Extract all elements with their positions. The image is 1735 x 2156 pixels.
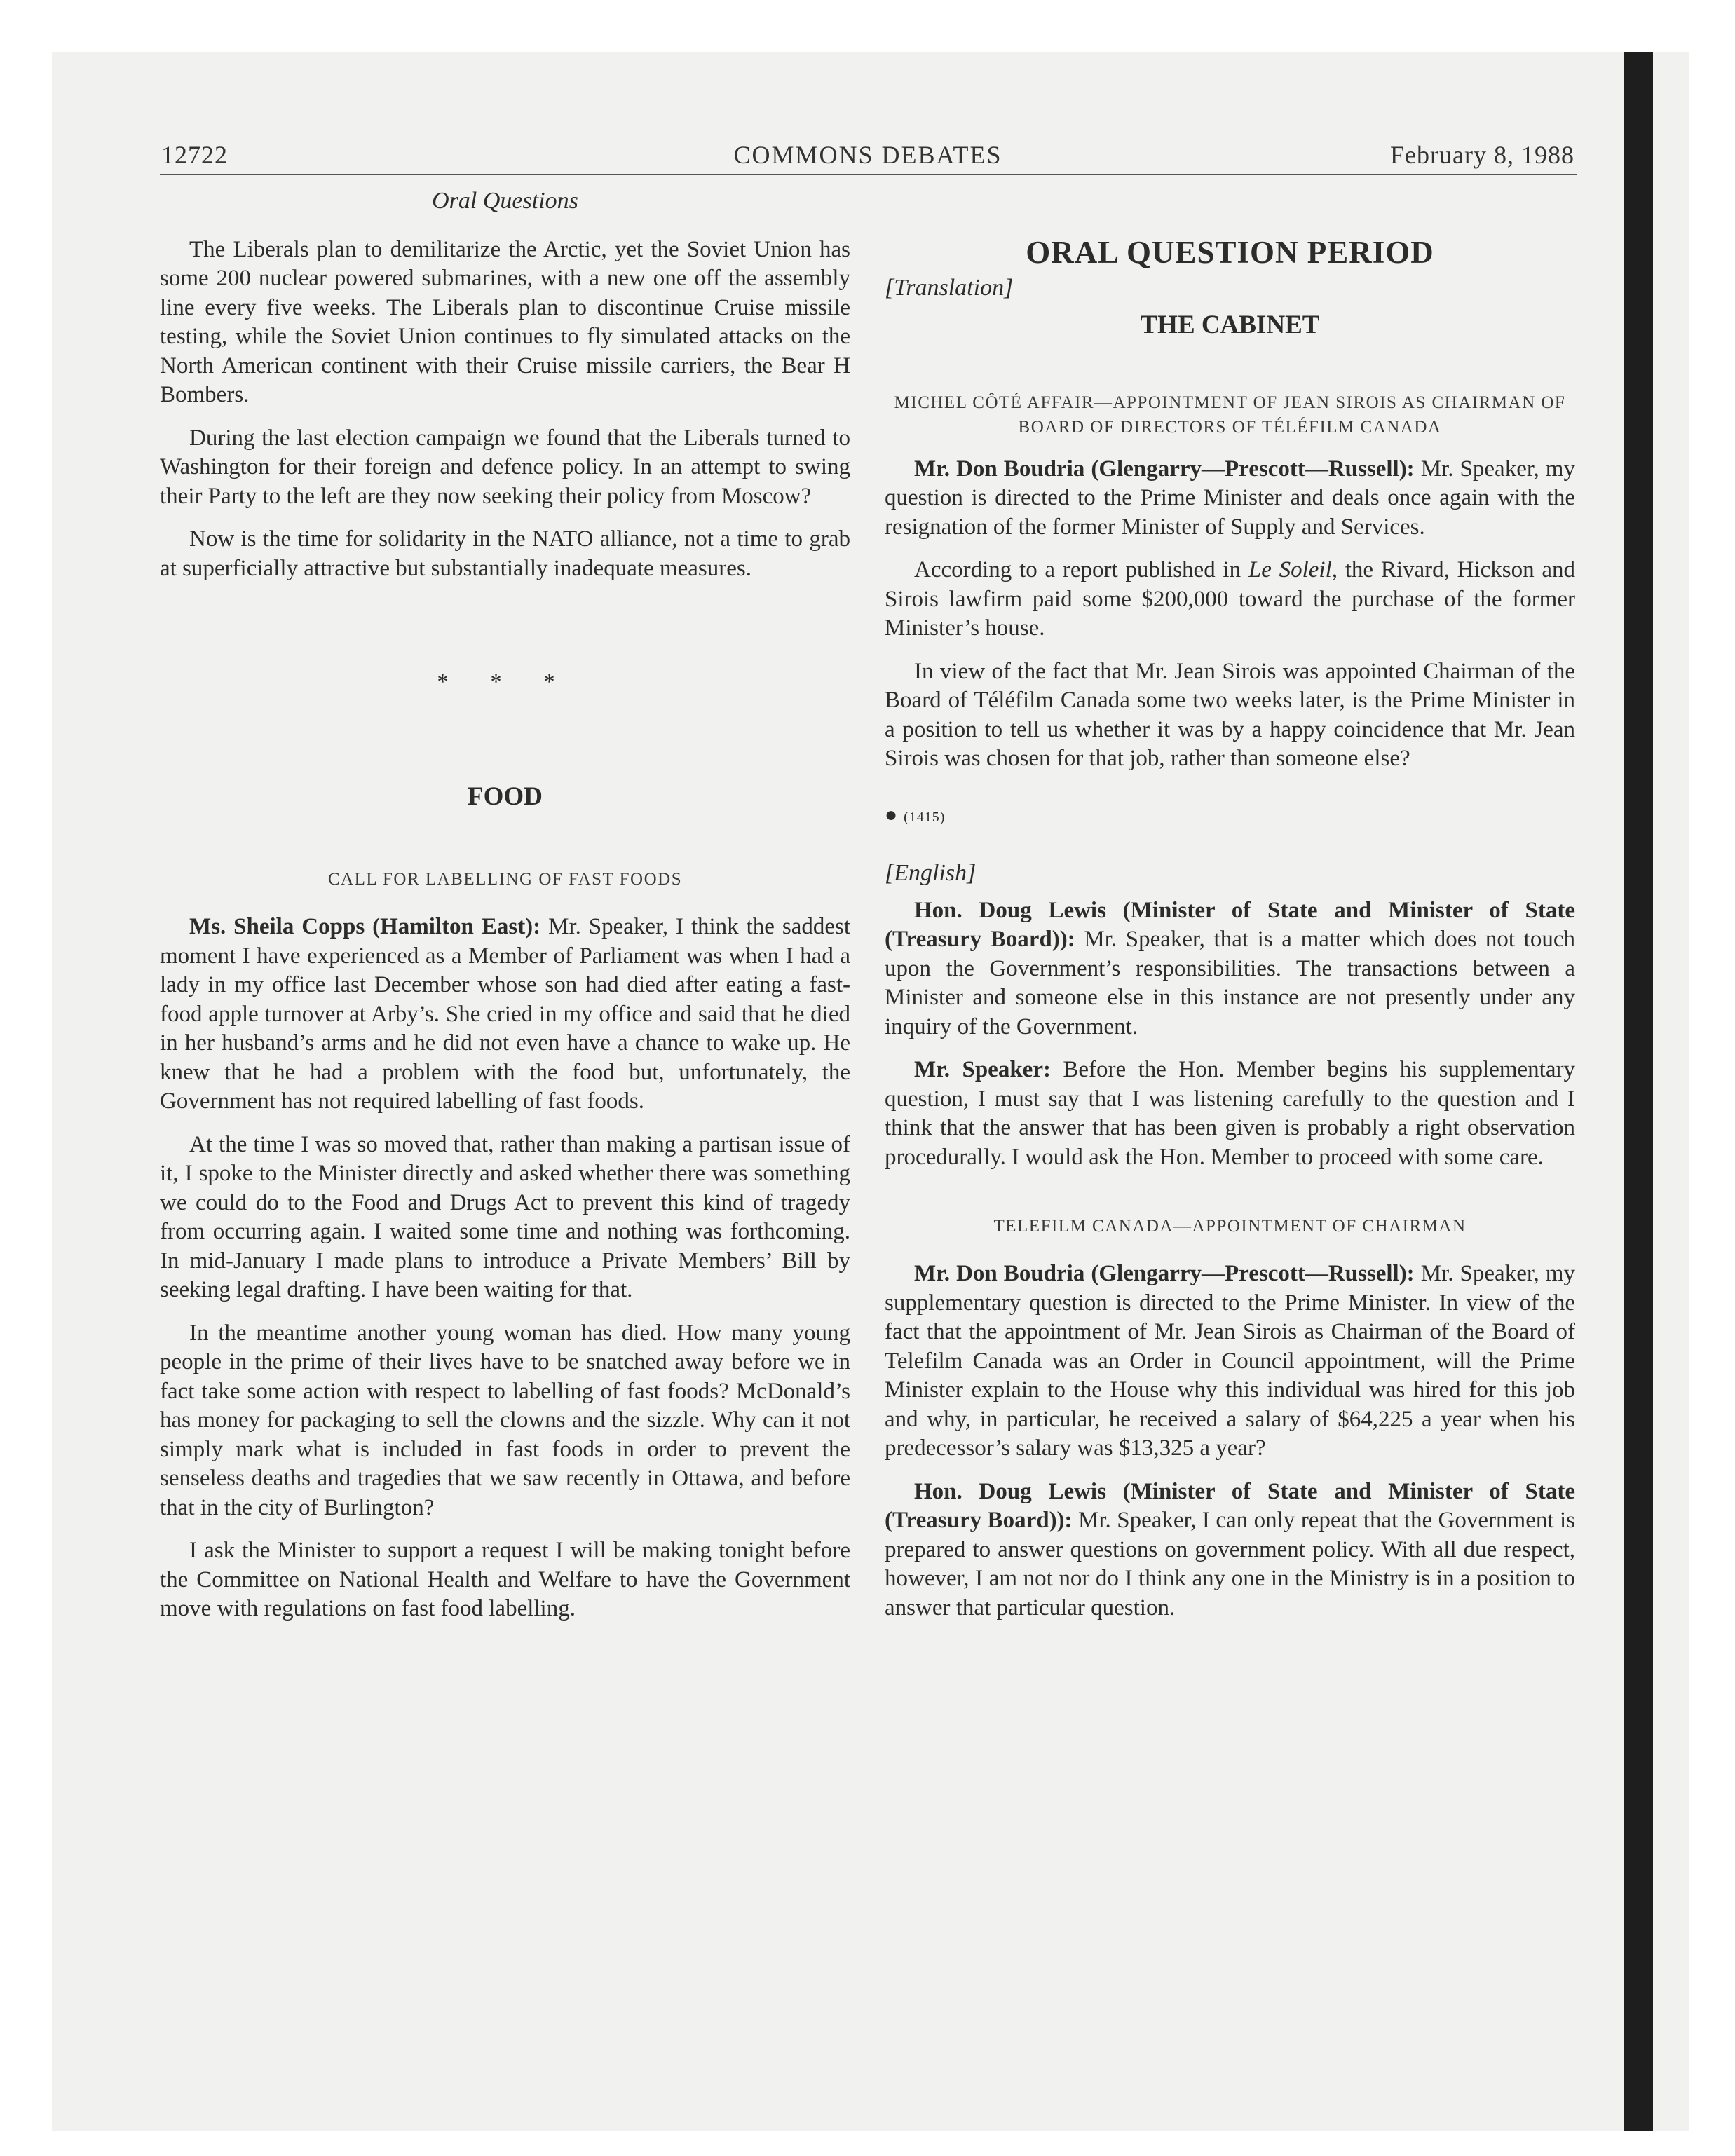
running-head: Oral Questions — [432, 188, 578, 214]
copps-paragraph-2: At the time I was so moved that, rather than making a partisan issue of it, I spoke to the Minister directly and asked whether there was something we could do to the Food and Drugs Act to prevent this kind of tragedy from occurring again. I waited some time and nothing was forthcoming. In mid-January I made plans to introduce a Private Members’ Bill by seeking legal drafting. I have been waiting for that. — [160, 1131, 850, 1302]
subsection-title-cote-affair: MICHEL CÔTÉ AFFAIR—APPOINTMENT OF JEAN SIROIS AS CHAIRMAN OF BOARD OF DIRECTORS OF TÉLÉFILM CANADA — [894, 393, 1566, 437]
copps-paragraph-4: I ask the Minister to support a request I will be making tonight before the Committee on National Health and Welfare to have the Government move with regulations on fast food labelling. — [160, 1538, 850, 1621]
speaker-chair: Mr. Speaker: — [914, 1057, 1051, 1082]
speaker-lewis: Hon. Doug Lewis (Minister of State and Minister of State (Treasury Board)): — [885, 897, 1575, 952]
copps-paragraph-3: In the meantime another young woman has died. How many young people in the prime of their lives have to be snatched away before we in fact take some action with respect to labelling of fast foods? McDonald’s has money for packaging to sell the clowns and the sizzle. Why can it not simply mark what is included in fast foods in order to prevent the senseless deaths and tragedies that we saw recently in Ottawa, and before that in the city of Burlington? — [160, 1320, 850, 1520]
translation-note: [Translation] — [885, 274, 1014, 301]
subsection-title-telefilm: TELEFILM CANADA—APPOINTMENT OF CHAIRMAN — [993, 1217, 1467, 1236]
boudria-question-1-text: Mr. Speaker, my question is directed to the Prime Minister and deals once again with the resignation of the former Minister of Supply and Services. — [885, 456, 1575, 540]
lewis-answer-1 — [885, 896, 1575, 1042]
election-paragraph: During the last election campaign we found that the Liberals turned to Washington for their foreign and defence policy. In an attempt to swing their Party to the left are they now seeking their policy from Moscow? — [160, 425, 850, 509]
speaker-boudria: Mr. Don Boudria (Glengarry—Prescott—Russell): — [914, 456, 1415, 482]
copps-intervention — [160, 913, 850, 1117]
boudria-question-1 — [885, 455, 1575, 543]
page-header — [161, 140, 1574, 174]
speaker-ruling-text: Before the Hon. Member begins his supplementary question, I must say that I was listening carefully to the question and I think that the answer that has been given is probably a right observation procedurally. I would ask the Hon. Member to proceed with some care. — [885, 1057, 1575, 1170]
subsection-title-labelling: CALL FOR LABELLING OF FAST FOODS — [327, 870, 683, 889]
speaker-lewis-2: Hon. Doug Lewis (Minister of State and Minister of State (Treasury Board)): — [885, 1478, 1575, 1533]
header-rule — [160, 174, 1577, 175]
report-text-after: , the Rivard, Hickson and Sirois lawfirm paid some $200,000 toward the purchase of the former Minister’s house. — [885, 557, 1576, 641]
liberals-paragraph: The Liberals plan to demilitarize the Arctic, yet the Soviet Union has some 200 nuclear powered submarines, with a new one off the assembly line every five weeks. The Liberals plan to discontinue Cruise missile testing, while the Soviet Union continues to fly simulated attacks on the North American continent with their Cruise missile carriers, the Bear H Bombers. — [160, 236, 850, 407]
scan-edge-shadow — [1624, 52, 1653, 2131]
section-separator: * * * — [437, 669, 573, 694]
boudria-question-2-text: Mr. Speaker, my supplementary question is directed to the Prime Minister. In view of the fact that the appointment of Mr. Jean Sirois as Chairman of the Board of Telefilm Canada was an Order in Council appointment, will the Prime Minister explain to the House why this individual was hired for this job and why, in particular, he received a salary of $64,225 a year when his predecessor’s salary was $13,325 a year? — [885, 1261, 1575, 1461]
boudria-question-1-para-2: In view of the fact that Mr. Jean Sirois was appointed Chairman of the Board of Téléfilm Canada some two weeks later, is the Prime Minister in a position to tell us whether it was by a happy coincidence that Mr. Jean Sirois was chosen for that job, rather than someone else? — [885, 658, 1575, 771]
publication-date: February 8, 1988 — [1390, 141, 1574, 169]
lewis-answer-2-text: Mr. Speaker, I can only repeat that the Government is prepared to answer questions on government policy. With all due respect, however, I am not nor do I think any one in the Ministry is in a position to answer that particular question. — [885, 1508, 1575, 1621]
bullet-icon: ● — [885, 803, 899, 826]
page-number: 12722 — [161, 141, 228, 169]
left-column — [160, 186, 850, 1624]
lewis-answer-1-text: Mr. Speaker, that is a matter which does not touch upon the Government’s responsibilities. The transactions between a Minister and someone else in this instance are not presently under any inquiry of the Government. — [885, 927, 1575, 1039]
boudria-question-2 — [885, 1260, 1575, 1464]
speaker-copps: Ms. Sheila Copps (Hamilton East): — [189, 914, 541, 939]
section-title-cabinet: THE CABINET — [1140, 311, 1320, 339]
publication-title: COMMONS DEBATES — [733, 141, 1002, 169]
period-title: ORAL QUESTION PERIOD — [1026, 235, 1434, 270]
lewis-answer-2 — [885, 1478, 1575, 1623]
english-note: [English] — [885, 860, 977, 886]
le-soleil-paragraph — [885, 556, 1575, 643]
right-column — [885, 186, 1575, 1623]
copps-text: Mr. Speaker, I think the saddest moment I have experienced as a Member of Parliament was when I had a lady in my office last December whose son had died after eating a fast-food apple turnover at Arby’s. She cried in my office and said that he died in her husband’s arms and he did not even have a chance to wake up. He knew that he had a problem with the food but, unfortunately, the Government has not required labelling of fast foods. — [160, 914, 850, 1114]
speaker-ruling — [885, 1056, 1575, 1172]
nato-paragraph: Now is the time for solidarity in the NATO alliance, not a time to grab at superficially attractive but substantially inadequate measures. — [160, 526, 850, 581]
newspaper-name: Le Soleil — [1248, 557, 1332, 582]
speaker-boudria-2: Mr. Don Boudria (Glengarry—Prescott—Russell): — [914, 1261, 1415, 1286]
report-text-before: According to a report published in — [914, 557, 1248, 582]
time-marker-text: (1415) — [904, 809, 946, 825]
time-marker — [885, 800, 1575, 833]
section-title-food: FOOD — [468, 782, 543, 811]
